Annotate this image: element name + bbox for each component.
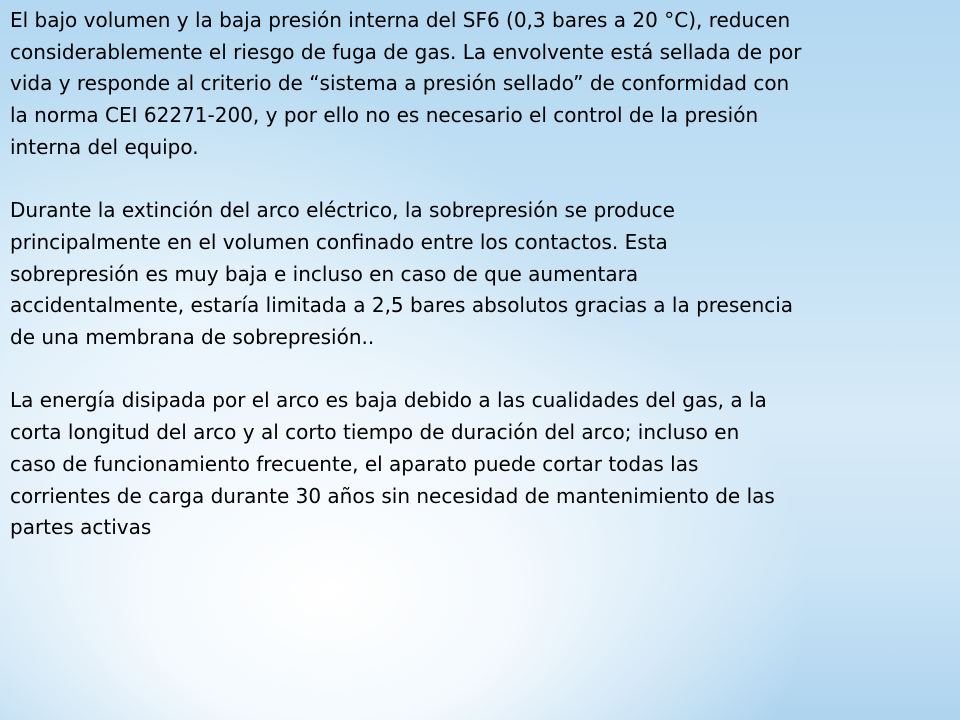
- slide-text-area: [10, 5, 952, 715]
- paragraph-spacer: [10, 164, 952, 196]
- paragraph-sf6-pressure: El bajo volumen y la baja presión interna del SF6 (0,3 bares a 20 °C), reducen considerablemente el riesgo de fuga de gas. La envolvente está sellada de por vida y responde al criterio de “sistema a presión sellado” de conformidad con la norma CEI 62271-200, y por ello no es necesario el control de la presión interna del equipo.: [10, 8, 802, 159]
- paragraph-arc-energy: La energía disipada por el arco es baja debido a las cualidades del gas, a la corta longitud del arco y al corto tiempo de duración del arco; incluso en caso de funcionamiento frecuente, el aparato puede cortar todas las corrientes de carga durante 30 años sin necesidad de mantenimiento de las partes activas: [10, 388, 775, 540]
- paragraph-spacer: [10, 354, 952, 386]
- paragraph-arc-overpressure: Durante la extinción del arco eléctrico, la sobrepresión se produce principalmente en el volumen confinado entre los contactos. Esta sobrepresión es muy baja e incluso en caso de que aumentara accidentalmente, estaría limitada a 2,5 bares absolutos gracias a la presencia de una membrana de sobrepresión..: [10, 198, 794, 350]
